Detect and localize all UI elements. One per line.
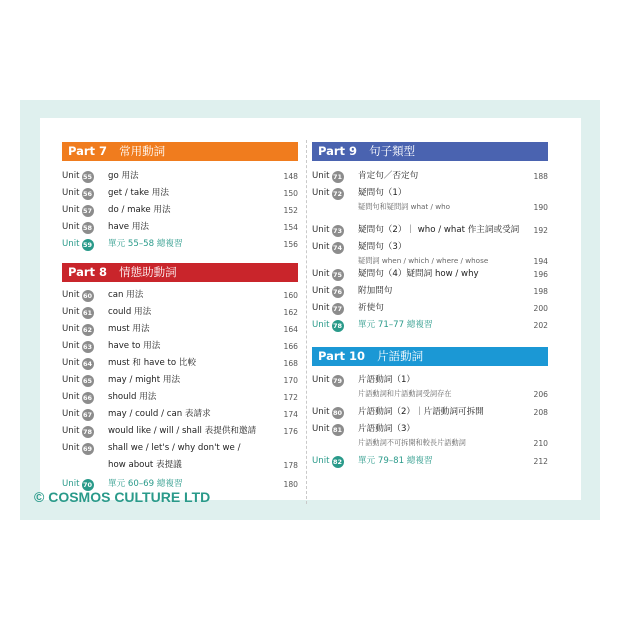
part-header: [312, 347, 548, 366]
part-label: Part 7: [68, 144, 108, 158]
unit-number-badge: 58: [82, 224, 93, 232]
part-header: [312, 142, 548, 161]
page-number: 200: [533, 304, 548, 313]
unit-title: 片語動詞（1）: [358, 375, 416, 385]
column-divider: [306, 140, 307, 504]
unit-number-badge: 65: [82, 377, 93, 385]
unit-number-badge: 79: [332, 377, 343, 385]
unit-number-badge: 78: [332, 322, 343, 330]
unit-label: Unit 58: [62, 222, 93, 232]
unit-title: may / could / can 表請求: [108, 409, 211, 419]
unit-label: Unit 77: [312, 303, 343, 313]
page-number: 156: [283, 240, 298, 249]
unit-label: Unit 73: [312, 225, 343, 235]
unit-label: Unit 60: [62, 290, 93, 300]
page-number: 188: [533, 172, 548, 181]
unit-number-badge: 76: [332, 288, 343, 296]
unit-number-badge: 57: [82, 207, 93, 215]
unit-number-badge: 69: [82, 445, 93, 453]
unit-label: Unit 79: [312, 375, 343, 385]
page-number: 150: [283, 189, 298, 198]
unit-label: Unit 61: [62, 307, 93, 317]
unit-title: may / might 用法: [108, 375, 181, 385]
unit-number-badge: 56: [82, 190, 93, 198]
unit-title: have 用法: [108, 222, 150, 232]
part-header: [62, 142, 298, 161]
page-number: 174: [283, 410, 298, 419]
unit-number-badge: 60: [82, 292, 93, 300]
page-number: 212: [533, 457, 548, 466]
unit-title: must 用法: [108, 324, 150, 334]
unit-title: 疑問句（4）疑問詞 how / why: [358, 269, 479, 279]
part-label: Part 8: [68, 265, 108, 279]
page-number: 152: [283, 206, 298, 215]
page-number: 176: [283, 427, 298, 436]
page-number: 164: [283, 325, 298, 334]
part-label: Part 9: [318, 144, 358, 158]
unit-title: could 用法: [108, 307, 152, 317]
unit-subtitle: 疑問句和疑問詞 what / who: [358, 202, 451, 211]
unit-number-badge: 77: [332, 305, 343, 313]
unit-label: Unit 65: [62, 375, 93, 385]
unit-number-badge: 55: [82, 173, 93, 181]
unit-number-badge: 73: [332, 227, 343, 235]
copyright-watermark: © COSMOS CULTURE LTD: [34, 489, 211, 505]
unit-label: Unit 66: [62, 392, 93, 402]
unit-number-badge: 74: [332, 244, 343, 252]
unit-title: would like / will / shall 表提供和邀請: [108, 426, 257, 436]
unit-label: Unit 64: [62, 358, 93, 368]
unit-label: Unit 78: [312, 320, 343, 330]
unit-title-line2: how about 表提議: [108, 460, 182, 470]
page-number: 208: [533, 408, 548, 417]
unit-title: can 用法: [108, 290, 144, 300]
unit-title: must 和 have to 比較: [108, 358, 197, 368]
part-header: [62, 263, 298, 282]
unit-label: Unit 55: [62, 171, 93, 181]
unit-subtitle: 片語動詞和片語動詞受詞存在: [358, 389, 452, 398]
unit-number-badge: 80: [332, 409, 343, 417]
unit-title: 單元 60–69 總複習: [108, 479, 183, 489]
unit-label: Unit 56: [62, 188, 93, 198]
unit-title: have to 用法: [108, 341, 161, 351]
unit-title: 肯定句／否定句: [358, 171, 419, 181]
page-number: 166: [283, 342, 298, 351]
page-number: 170: [283, 376, 298, 385]
unit-label: Unit 80: [312, 407, 343, 417]
page-number: 180: [283, 480, 298, 489]
part-title: 常用動詞: [119, 144, 166, 158]
unit-title: 單元 71–77 總複習: [358, 320, 433, 330]
part-title: 情態助動詞: [119, 265, 177, 279]
unit-label: Unit 72: [312, 188, 343, 198]
unit-subtitle: 疑問詞 when / which / where / whose: [358, 256, 489, 265]
unit-title: 單元 55–58 總複習: [108, 239, 183, 249]
unit-number-badge: 70: [82, 481, 93, 489]
page-number: 202: [533, 321, 548, 330]
page-number: 194: [533, 257, 548, 266]
unit-number-badge: 61: [82, 309, 93, 317]
page-number: 206: [533, 390, 548, 399]
unit-number-badge: 67: [82, 411, 93, 419]
unit-subtitle: 片語動詞不可拆開和較長片語動詞: [358, 438, 466, 447]
page-number: 196: [533, 270, 548, 279]
unit-number-badge: 82: [332, 458, 343, 466]
unit-number-badge: 75: [332, 271, 343, 279]
page-number: 192: [533, 226, 548, 235]
unit-label: Unit 57: [62, 205, 93, 215]
unit-number-badge: 62: [82, 326, 93, 334]
page-number: 198: [533, 287, 548, 296]
unit-title: 單元 79–81 總複習: [358, 456, 433, 466]
page-number: 168: [283, 359, 298, 368]
part-title: 片語動詞: [377, 349, 424, 363]
unit-title: get / take 用法: [108, 188, 169, 198]
unit-label: Unit 69: [62, 443, 93, 453]
unit-title: shall we / let's / why don't we /: [108, 443, 241, 453]
unit-label: Unit 81: [312, 424, 343, 434]
unit-title: 疑問句（3）: [358, 242, 407, 252]
unit-number-badge: 63: [82, 343, 93, 351]
unit-number-badge: 71: [332, 173, 343, 181]
page-number: 162: [283, 308, 298, 317]
unit-label: Unit 75: [312, 269, 343, 279]
unit-number-badge: 72: [332, 190, 343, 198]
unit-title: 疑問句（1）: [358, 188, 407, 198]
unit-title: should 用法: [108, 392, 157, 402]
page-number: 154: [283, 223, 298, 232]
unit-label: Unit 59: [62, 239, 93, 249]
page-number: 172: [283, 393, 298, 402]
unit-number-badge: 81: [332, 426, 343, 434]
part-title: 句子類型: [369, 144, 416, 158]
unit-title: 片語動詞（3）: [358, 424, 416, 434]
page-number: 210: [533, 439, 548, 448]
unit-label: Unit 71: [312, 171, 343, 181]
unit-title: 附加問句: [358, 286, 393, 296]
page-number: 148: [283, 172, 298, 181]
unit-title: 片語動詞（2）｜片語動詞可拆開: [358, 407, 484, 417]
unit-label: Unit 70: [62, 479, 93, 489]
unit-title: go 用法: [108, 171, 139, 181]
part-label: Part 10: [318, 349, 366, 363]
unit-title: do / make 用法: [108, 205, 171, 215]
unit-number-badge: 59: [82, 241, 93, 249]
unit-number-badge: 66: [82, 394, 93, 402]
unit-number-badge: 78: [82, 428, 93, 436]
unit-label: Unit 67: [62, 409, 93, 419]
unit-label: Unit 78: [62, 426, 93, 436]
unit-number-badge: 64: [82, 360, 93, 368]
unit-label: Unit 62: [62, 324, 93, 334]
unit-label: Unit 76: [312, 286, 343, 296]
unit-label: Unit 74: [312, 242, 343, 252]
page-number: 160: [283, 291, 298, 300]
page-number: 178: [283, 461, 298, 470]
toc-page: [40, 118, 581, 500]
unit-label: Unit 63: [62, 341, 93, 351]
unit-title: 疑問句（2）｜ who / what 作主詞或受詞: [358, 225, 520, 235]
unit-title: 祈使句: [358, 303, 384, 313]
page-number: 190: [533, 203, 548, 212]
unit-label: Unit 82: [312, 456, 343, 466]
